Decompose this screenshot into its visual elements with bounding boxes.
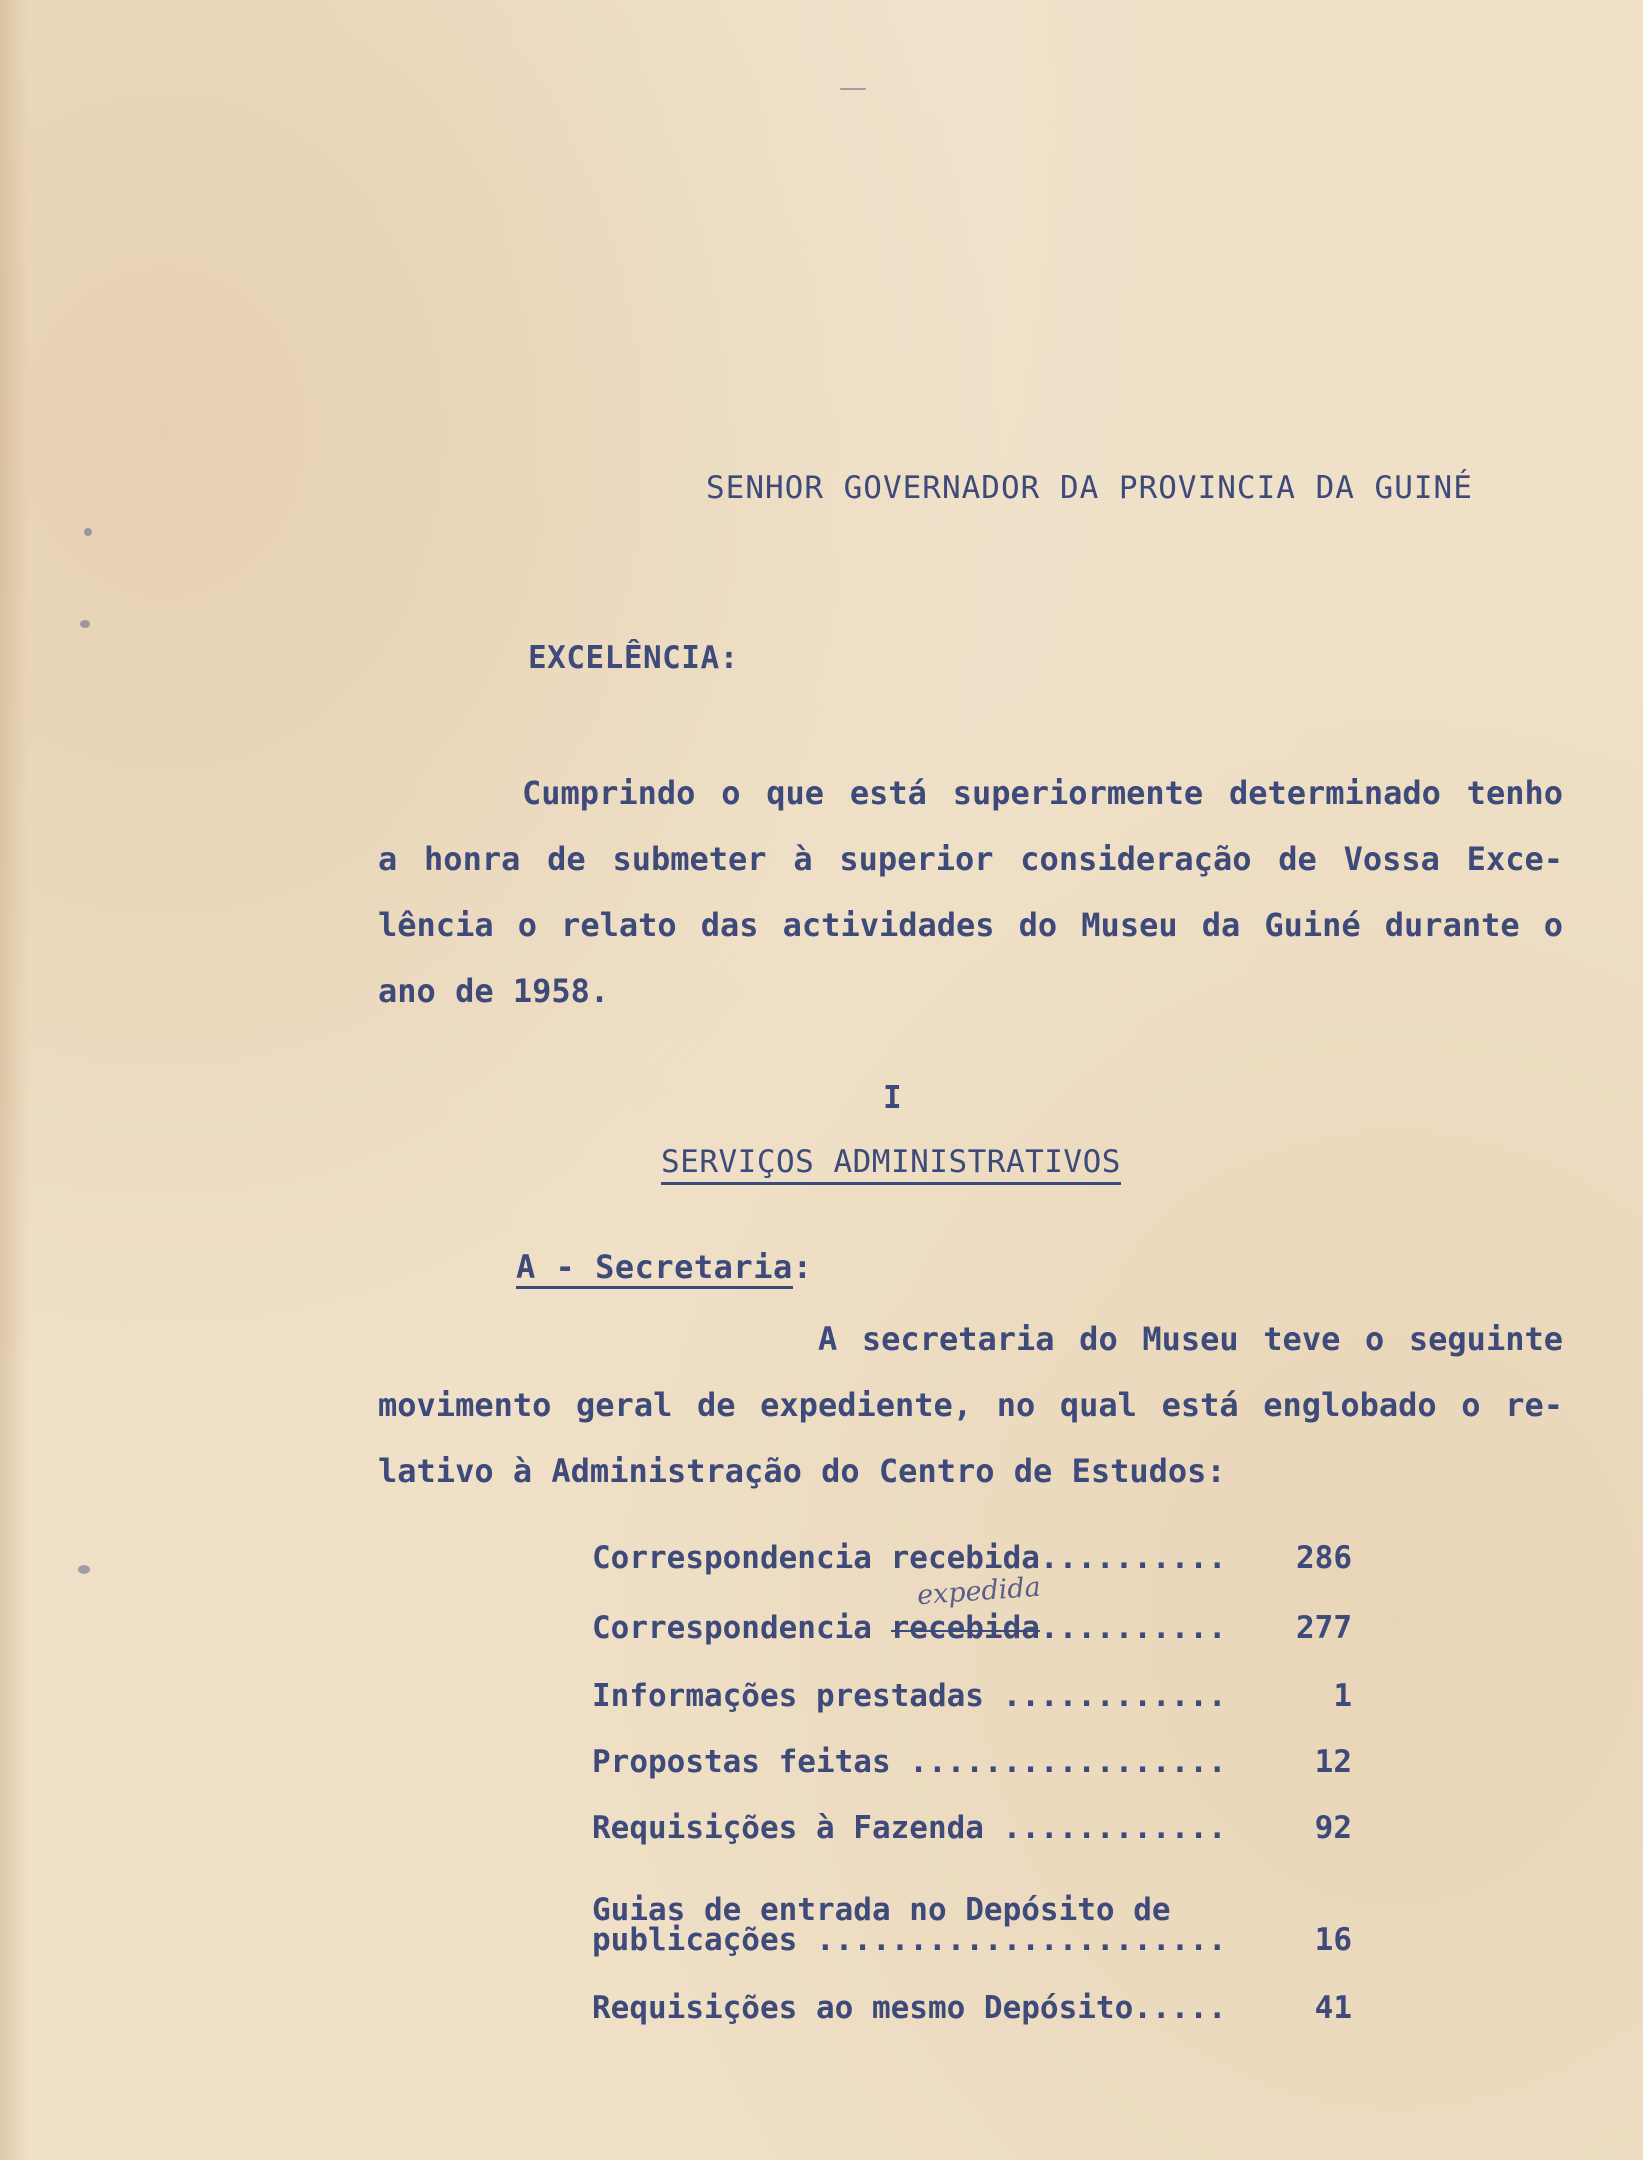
salutation: EXCELÊNCIA: [528, 640, 739, 676]
page-edge-shadow [0, 0, 28, 2160]
paper-spot [78, 1565, 90, 1574]
secretaria-line: A secretaria do Museu teve o seguinte [818, 1320, 1563, 1358]
stat-value: 277 [1296, 1610, 1352, 1646]
stat-label-continuation: publicações ...................... [592, 1922, 1227, 1958]
stat-label: Correspondencia recebida.......... [592, 1540, 1227, 1576]
stat-label [592, 1610, 1227, 1646]
stat-label: Requisições à Fazenda ............ [592, 1810, 1227, 1846]
subsection-colon: : [792, 1248, 813, 1286]
subsection-label: A - Secretaria [516, 1248, 793, 1289]
paper-spot [80, 620, 90, 628]
struck-word: recebida [890, 1610, 1040, 1646]
intro-line: lência o relato das actividades do Museu da Guiné durante o [378, 906, 1563, 944]
intro-line: Cumprindo o que está superiormente determinado tenho [522, 774, 1563, 812]
stat-label: Propostas feitas ................. [592, 1744, 1227, 1780]
intro-line: a honra de submeter à superior consideração de Vossa Exce- [378, 840, 1563, 878]
stat-value: 92 [1314, 1810, 1352, 1846]
stat-label-dots: .......... [1039, 1610, 1227, 1646]
intro-paragraph [378, 760, 1563, 1024]
intro-line: ano de 1958. [378, 972, 610, 1010]
stat-value: 41 [1314, 1990, 1352, 2026]
secretaria-paragraph [378, 1306, 1563, 1504]
stat-label: Guias de entrada no Depósito de [592, 1892, 1171, 1928]
stat-value: 286 [1296, 1540, 1352, 1576]
section-number: I [883, 1080, 903, 1116]
stat-label: Informações prestadas ............ [592, 1678, 1227, 1714]
stat-label-prefix: Correspondencia [592, 1610, 891, 1646]
secretaria-line: lativo à Administração do Centro de Estudos: [378, 1452, 1226, 1490]
paper-spot [84, 528, 92, 536]
stat-value: 12 [1314, 1744, 1352, 1780]
stat-value: 16 [1314, 1922, 1352, 1958]
subsection-heading [516, 1248, 812, 1286]
addressee-heading: SENHOR GOVERNADOR DA PROVINCIA DA GUINÉ [706, 470, 1473, 506]
stat-value: 1 [1333, 1678, 1352, 1714]
handwritten-correction: expedida [916, 1571, 1042, 1612]
paper-mark [840, 88, 866, 90]
secretaria-line: movimento geral de expediente, no qual está englobado o re- [378, 1386, 1563, 1424]
section-title: SERVIÇOS ADMINISTRATIVOS [661, 1144, 1121, 1185]
stat-label: Requisições ao mesmo Depósito..... [592, 1990, 1227, 2026]
